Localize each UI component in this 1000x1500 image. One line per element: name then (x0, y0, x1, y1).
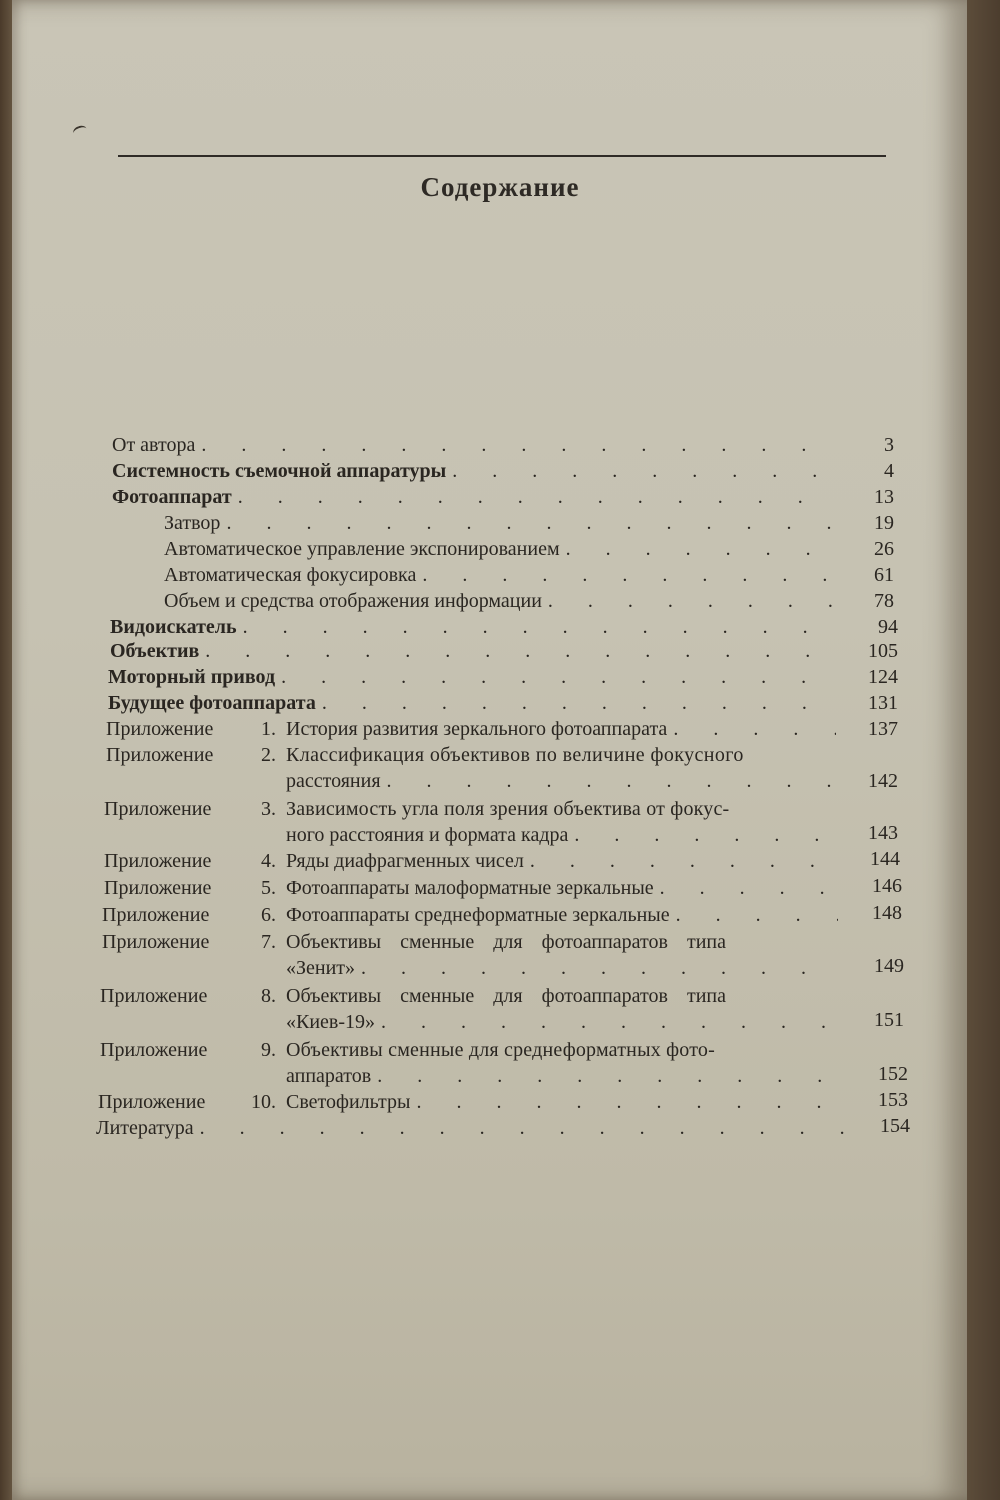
appendix-prefix: Приложение (100, 1039, 208, 1061)
appendix-page: 148 (872, 902, 902, 924)
toc-entry-page: 26 (874, 538, 894, 560)
appendix-title (286, 955, 840, 981)
appendix-title-line: расстояния (286, 770, 381, 792)
appendix-title-line: Фотоаппараты среднеформатные зеркальные (286, 904, 670, 926)
appendix-title (286, 875, 838, 901)
appendix-title (286, 768, 836, 794)
appendix-page: 152 (878, 1063, 908, 1085)
appendix-title-line: Светофильтры (286, 1091, 411, 1113)
appendix-prefix: Приложение (102, 904, 210, 926)
appendix-page: 137 (868, 718, 898, 740)
toc-entry-label: Объем и средства отображения информации (164, 590, 542, 612)
toc-subentry (164, 510, 832, 536)
toc-entry-label: Фотоаппарат (112, 486, 232, 508)
appendix-title-line: Ряды диафрагменных чисел (286, 850, 524, 872)
appendix-title-line: История развития зеркального фотоаппарата (286, 718, 668, 740)
appendix-title-line: Классификация объективов по величине фокусного (286, 744, 744, 766)
appendix-number: 2. (261, 744, 276, 766)
dot-leader (560, 536, 832, 562)
appendix-prefix: Приложение (104, 850, 212, 872)
dot-leader (416, 562, 832, 588)
dot-leader (375, 1009, 840, 1035)
appendix-number: 4. (261, 850, 276, 872)
dot-leader (199, 638, 836, 664)
dot-leader (524, 848, 838, 874)
appendix-number: 5. (261, 877, 276, 899)
appendix-page: 153 (878, 1089, 908, 1111)
appendix-page: 151 (874, 1009, 904, 1031)
dot-leader (195, 432, 832, 458)
appendix-title-line: Объективы сменные для среднеформатных фото- (286, 1039, 715, 1061)
page-title: Содержание (420, 172, 580, 202)
appendix-title-line: ного расстояния и формата кадра (286, 824, 569, 846)
toc-entry-page: 94 (878, 616, 898, 638)
appendix-number: 10. (251, 1091, 276, 1113)
appendix-number: 6. (261, 904, 276, 926)
appendix-title-line: «Киев-19» (286, 1011, 376, 1033)
toc-entry-page: 78 (874, 590, 894, 612)
appendix-number: 8. (261, 985, 276, 1007)
appendix-title-line: аппаратов (286, 1065, 372, 1087)
appendix-title-line: Фотоаппараты малоформатные зеркальные (286, 877, 654, 899)
dot-leader (568, 822, 836, 848)
dot-leader (446, 458, 832, 484)
dot-leader (220, 510, 832, 536)
appendix-title-line: Объективы сменные для фотоаппаратов типа (286, 931, 726, 953)
appendix-title (286, 848, 838, 874)
dot-leader (237, 614, 836, 640)
appendix-prefix: Приложение (106, 718, 214, 740)
dot-leader (667, 716, 836, 742)
toc-entry-page: 3 (884, 434, 894, 456)
toc-entry-label: Будущее фотоаппарата (108, 692, 316, 714)
appendix-number: 9. (261, 1039, 276, 1061)
toc-entry-label: От автора (112, 434, 196, 456)
toc-entry (108, 690, 836, 716)
appendix-prefix: Приложение (104, 798, 212, 820)
toc-entry-label: Автоматическое управление экспонированием (164, 538, 560, 560)
toc-entry-label: Моторный привод (108, 666, 276, 688)
appendix-title (286, 1009, 840, 1035)
appendix-title-line: Зависимость угла поля зрения объектива от фокус- (286, 798, 730, 820)
toc-entry-label: Системность съемочной аппаратуры (112, 460, 447, 482)
toc-entry-page: 13 (874, 486, 894, 508)
dot-leader (232, 484, 832, 510)
appendix-prefix: Приложение (102, 931, 210, 953)
toc-entry-page: 61 (874, 564, 894, 586)
appendix-title (286, 1063, 840, 1089)
toc-entry-label: Видоискатель (110, 616, 237, 638)
toc-entry-label: Объектив (110, 640, 200, 662)
appendix-title (286, 902, 838, 928)
toc-entry (112, 432, 832, 458)
dot-leader (371, 1063, 840, 1089)
appendix-title (286, 1089, 842, 1115)
toc-entry-page: 4 (884, 460, 894, 482)
toc-entry-page: 19 (874, 512, 894, 534)
toc-entry-page: 154 (880, 1115, 910, 1137)
appendix-number: 3. (261, 798, 276, 820)
appendix-title (286, 822, 836, 848)
dot-leader (194, 1115, 844, 1141)
appendix-page: 149 (874, 955, 904, 977)
appendix-number: 7. (261, 931, 276, 953)
appendix-prefix: Приложение (98, 1091, 206, 1113)
appendix-title (286, 716, 836, 742)
appendix-prefix: Приложение (104, 877, 212, 899)
toc-entry-page: 124 (868, 666, 898, 688)
appendix-title-line: Объективы сменные для фотоаппаратов типа (286, 985, 726, 1007)
dot-leader (670, 902, 838, 928)
toc-entry-label: Затвор (164, 512, 221, 534)
toc-entry (112, 484, 832, 510)
appendix-page: 146 (872, 875, 902, 897)
toc-entry (110, 614, 836, 640)
dot-leader (410, 1089, 842, 1115)
appendix-number: 1. (261, 718, 276, 740)
dot-leader (316, 690, 836, 716)
toc-subentry (164, 536, 832, 562)
toc-entry-label: Литература (96, 1117, 194, 1139)
dot-leader (355, 955, 840, 981)
toc-entry (108, 664, 836, 690)
dot-leader (654, 875, 838, 901)
toc-subentry (164, 562, 832, 588)
toc-subentry (164, 588, 832, 614)
appendix-prefix: Приложение (100, 985, 208, 1007)
toc-entry-label: Автоматическая фокусировка (164, 564, 417, 586)
dot-leader (381, 768, 836, 794)
toc-entry (110, 638, 836, 664)
appendix-page: 144 (870, 848, 900, 870)
appendix-page: 143 (868, 822, 898, 844)
toc-entry-literature (96, 1115, 844, 1141)
toc-entry-page: 131 (868, 692, 898, 714)
dot-leader (542, 588, 832, 614)
toc-entry (112, 458, 832, 484)
toc-entry-page: 105 (868, 640, 898, 662)
appendix-page: 142 (868, 770, 898, 792)
appendix-prefix: Приложение (106, 744, 214, 766)
appendix-title-line: «Зенит» (286, 957, 356, 979)
dot-leader (275, 664, 836, 690)
